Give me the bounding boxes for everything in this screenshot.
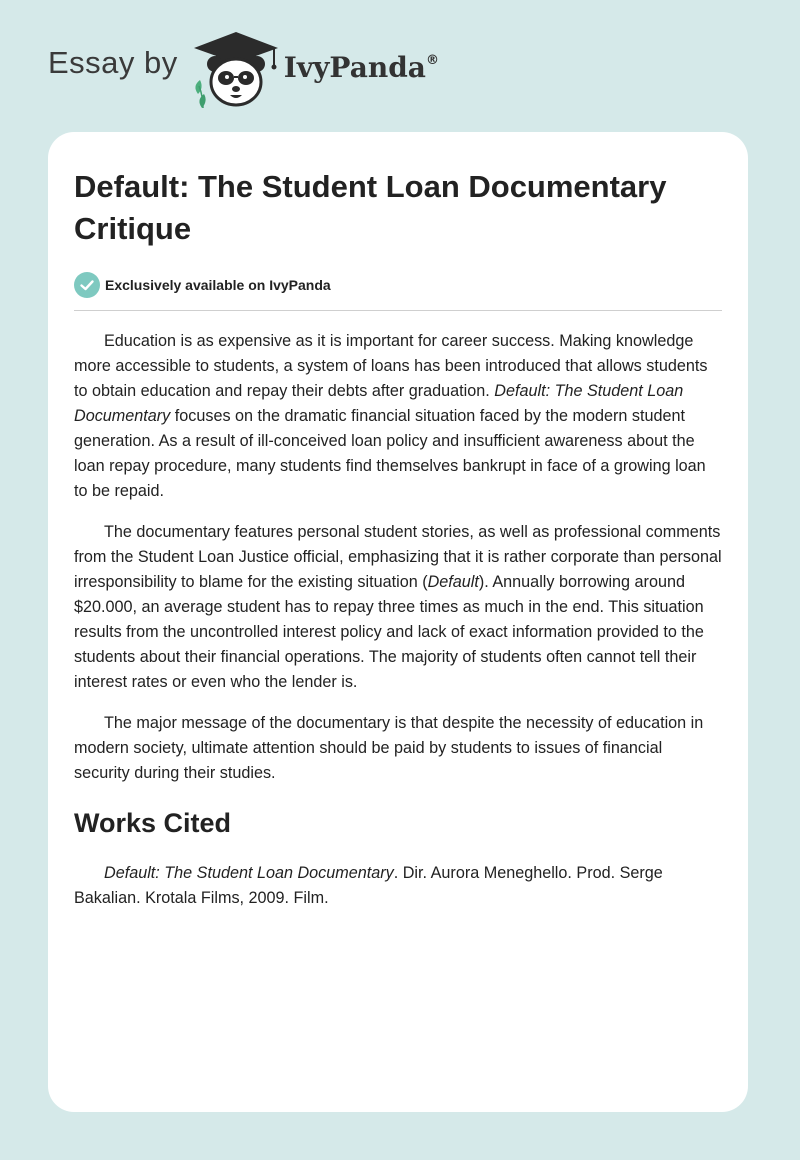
ivypanda-brand-name[interactable] (284, 51, 439, 84)
essay-by-label: Essay by (48, 45, 178, 80)
paragraph-1-text-b: focuses on the dramatic financial situation faced by the modern student generation. As a result of ill-conceived loan policy and insufficient awareness about the loan repay procedure, many students find themselves bankrupt in face of a growing loan to be repaid. (74, 407, 706, 500)
paragraph-1-text-a: Education is as expensive as it is important for career success. Making knowledge more accessible to students, a system of loans has been introduced that allows students to obtain education and repay their debts after graduation. (74, 332, 708, 400)
brand-text: IvyPanda (283, 50, 426, 84)
works-cited-entry (74, 861, 722, 911)
check-circle-icon (74, 272, 100, 298)
registered-mark: ® (425, 52, 439, 68)
works-cited-heading: Works Cited (74, 808, 232, 838)
ivypanda-panda-logo-icon[interactable] (190, 30, 282, 110)
works-cited-title: Default: The Student Loan Documentary (104, 864, 394, 882)
site-header (48, 30, 439, 110)
badge-label: Exclusively available on IvyPanda (105, 277, 331, 293)
paragraph-2-text-a: The documentary features personal student stories, as well as professional comments from the Student Loan Justice official, emphasizing that it is rather corporate than personal irresponsibility to blame for the existing situation ( (74, 523, 722, 591)
paragraph-1 (74, 329, 722, 504)
film-title-italic: Default: The Student Loan Documentary (74, 382, 684, 425)
page-title: Default: The Student Loan Documentary Critique (74, 169, 667, 246)
paragraph-2-text-b: ). Annually borrowing around $20.000, an average student has to repay three times as much in the end. This situation results from the uncontrolled interest policy and lack of exact information provided to the students about their financial operations. The majority of students often cannot tell their interest rates or even who the lender is. (74, 573, 704, 691)
essay-body (74, 329, 722, 911)
paragraph-2 (74, 520, 722, 695)
exclusive-badge (74, 272, 722, 311)
paragraph-3: The major message of the documentary is that despite the necessity of education in modern society, ultimate attention should be paid by students to issues of financial security during their studies. (74, 714, 704, 782)
citation-italic: Default (427, 573, 479, 591)
works-cited-details: . Dir. Aurora Meneghello. Prod. Serge Bakalian. Krotala Films, 2009. Film. (74, 864, 663, 907)
essay-card (48, 132, 748, 1112)
